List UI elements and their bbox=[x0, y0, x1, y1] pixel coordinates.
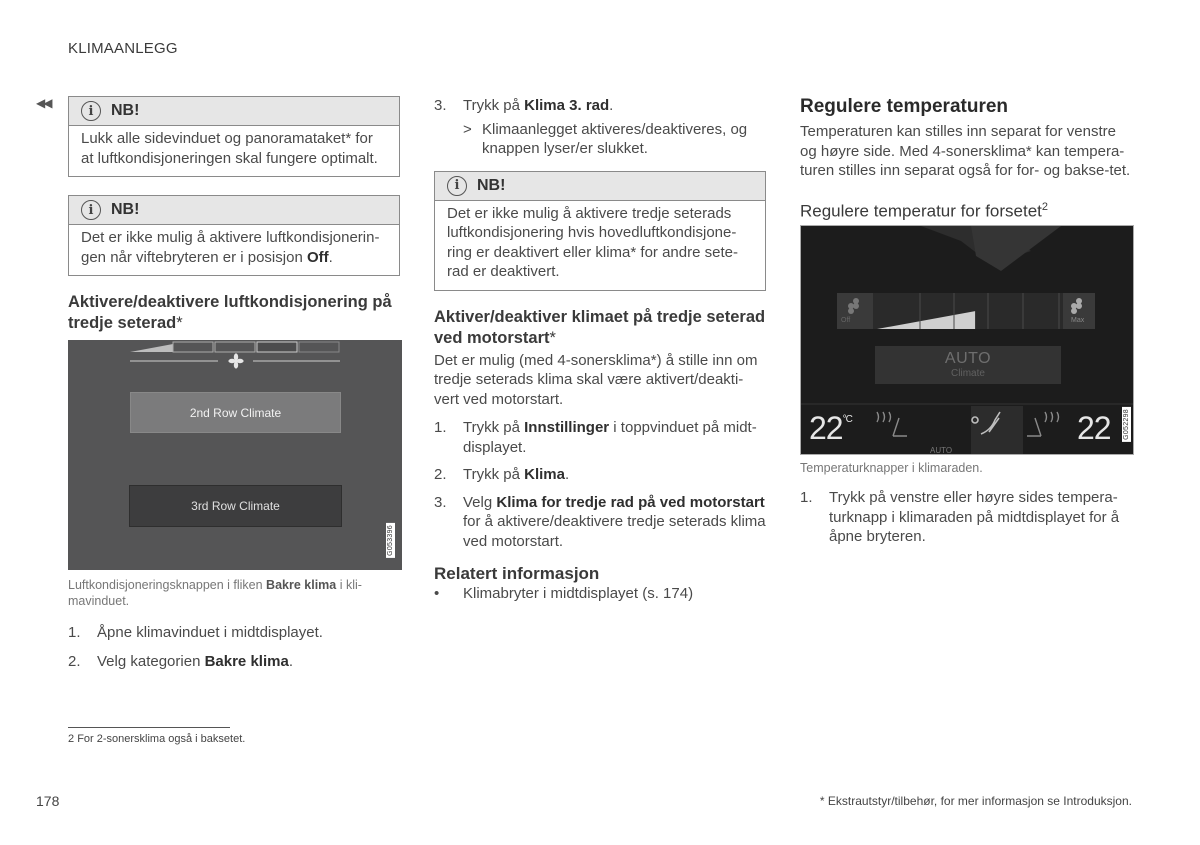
note-text: Det er ikke mulig å aktivere luftkondisjonerin-gen når viftebryteren er i posisjon Off. bbox=[81, 229, 380, 266]
steps-list bbox=[434, 418, 766, 551]
fan-slider-graphic bbox=[68, 340, 402, 570]
column-3 bbox=[800, 96, 1134, 555]
off-label: Off bbox=[841, 317, 851, 325]
auto-small-label: AUTO bbox=[930, 446, 953, 456]
list-item: 2. Velg kategorien Bakre klima. bbox=[68, 652, 293, 670]
note-title: NB! bbox=[111, 201, 140, 218]
note-text: Lukk alle sidevinduet og panoramataket* for at luftkondisjoneringen skal fungere optimalt. bbox=[81, 130, 378, 167]
list-item: 1. Trykk på venstre eller høyre sides tempera-turknapp i klimaraden på midtdisplayet for å åpne bryteren. bbox=[800, 489, 1120, 546]
note-text: Det er ikke mulig å aktivere tredje seterads luftkondisjonering hvis hovedluftkondisjone-ring er deaktivert eller klima* for andre sete-rad er deaktivert. bbox=[447, 204, 738, 280]
climate-label: Climate bbox=[951, 368, 985, 380]
third-row-climate-button[interactable]: 3rd Row Climate bbox=[129, 485, 342, 527]
back-arrows-icon[interactable]: ◀◀ bbox=[36, 96, 51, 110]
figure-caption: Temperaturknapper i klimaraden. bbox=[800, 461, 983, 476]
list-item: 1. Trykk på Innstillinger i toppvinduet på midt-displayet. bbox=[434, 419, 757, 456]
footer-note: * Ekstrautstyr/tilbehør, for mer informasjon se Introduksjon. bbox=[819, 794, 1132, 808]
list-item: 3. Trykk på Klima 3. rad. bbox=[434, 97, 614, 114]
note-box-3 bbox=[434, 171, 766, 291]
footnote: 2 For 2-sonersklima også i baksetet. bbox=[68, 733, 246, 745]
result-item: > Klimaanlegget aktiveres/deaktiveres, og knappen lyser/er slukket. bbox=[463, 120, 748, 157]
list-item: 3. Velg Klima for tredje rad på ved motorstart for å aktivere/deaktivere tredje seterads klima ved motorstart. bbox=[434, 493, 766, 550]
intro-text: Det er mulig (med 4-sonersklima*) å stille inn om tredje seterads klima skal være aktivert/deakti-vert ved motorstart. bbox=[434, 351, 758, 408]
subsection-heading: Regulere temperatur for forsetet$^2$ bbox=[800, 200, 1049, 221]
seat-heat-icon bbox=[877, 412, 907, 436]
second-row-climate-button[interactable]: 2nd Row Climate bbox=[130, 392, 341, 433]
note-title: NB! bbox=[477, 176, 506, 194]
column-2 bbox=[434, 96, 766, 604]
fan-icon bbox=[228, 353, 243, 368]
left-temp-button[interactable]: $22^{^\circ C}$ bbox=[809, 410, 852, 447]
figure-code: G052298 bbox=[1123, 409, 1130, 441]
intro-text: Temperaturen kan stilles inn separat for venstre og høyre side. Med 4-sonersklima* kan tempera-turen stilles inn separat også for for- og bakse-tet. bbox=[800, 123, 1131, 179]
climate-bar-screenshot bbox=[800, 225, 1134, 455]
section-heading: Aktiver/deaktiver klimaet på tredje seterad ved motorstart* bbox=[434, 307, 766, 347]
note-box-1 bbox=[68, 96, 400, 177]
section-heading: Aktivere/deaktivere luftkondisjonering på tredje seterad* bbox=[68, 293, 392, 332]
figure-code: G053396 bbox=[387, 525, 394, 556]
column-1 bbox=[68, 96, 400, 679]
auto-climate-button[interactable]: AUTO bbox=[944, 350, 992, 368]
footnote-divider bbox=[68, 727, 230, 728]
page-number: 178 bbox=[36, 793, 60, 809]
note-box-2 bbox=[68, 195, 400, 276]
steps-list bbox=[434, 96, 766, 116]
section-title: Regulere temperaturen bbox=[800, 96, 1009, 117]
note-title: NB! bbox=[111, 102, 140, 119]
figure-caption: Luftkondisjoneringsknappen i fliken Bakre klima i kli-mavinduet. bbox=[68, 578, 362, 608]
related-link[interactable]: • Klimabryter i midtdisplayet (s. 174) bbox=[434, 585, 694, 602]
list-item: 2. Trykk på Klima. bbox=[434, 466, 570, 483]
page-header: KLIMAANLEGG bbox=[68, 40, 178, 57]
right-temp-button[interactable]: 22 bbox=[1077, 410, 1111, 447]
max-label: Max bbox=[1071, 317, 1085, 325]
info-icon: i bbox=[81, 200, 101, 220]
related-heading: Relatert informasjon bbox=[434, 564, 600, 583]
seat-heat-icon bbox=[1027, 412, 1059, 436]
list-item: 1. Åpne klimavinduet i midtdisplayet. bbox=[68, 624, 323, 641]
rear-climate-screenshot bbox=[68, 340, 402, 570]
related-list bbox=[434, 584, 766, 604]
info-icon: i bbox=[447, 176, 467, 196]
info-icon: i bbox=[81, 101, 101, 121]
steps-list bbox=[68, 623, 400, 671]
steps-list bbox=[800, 488, 1134, 547]
